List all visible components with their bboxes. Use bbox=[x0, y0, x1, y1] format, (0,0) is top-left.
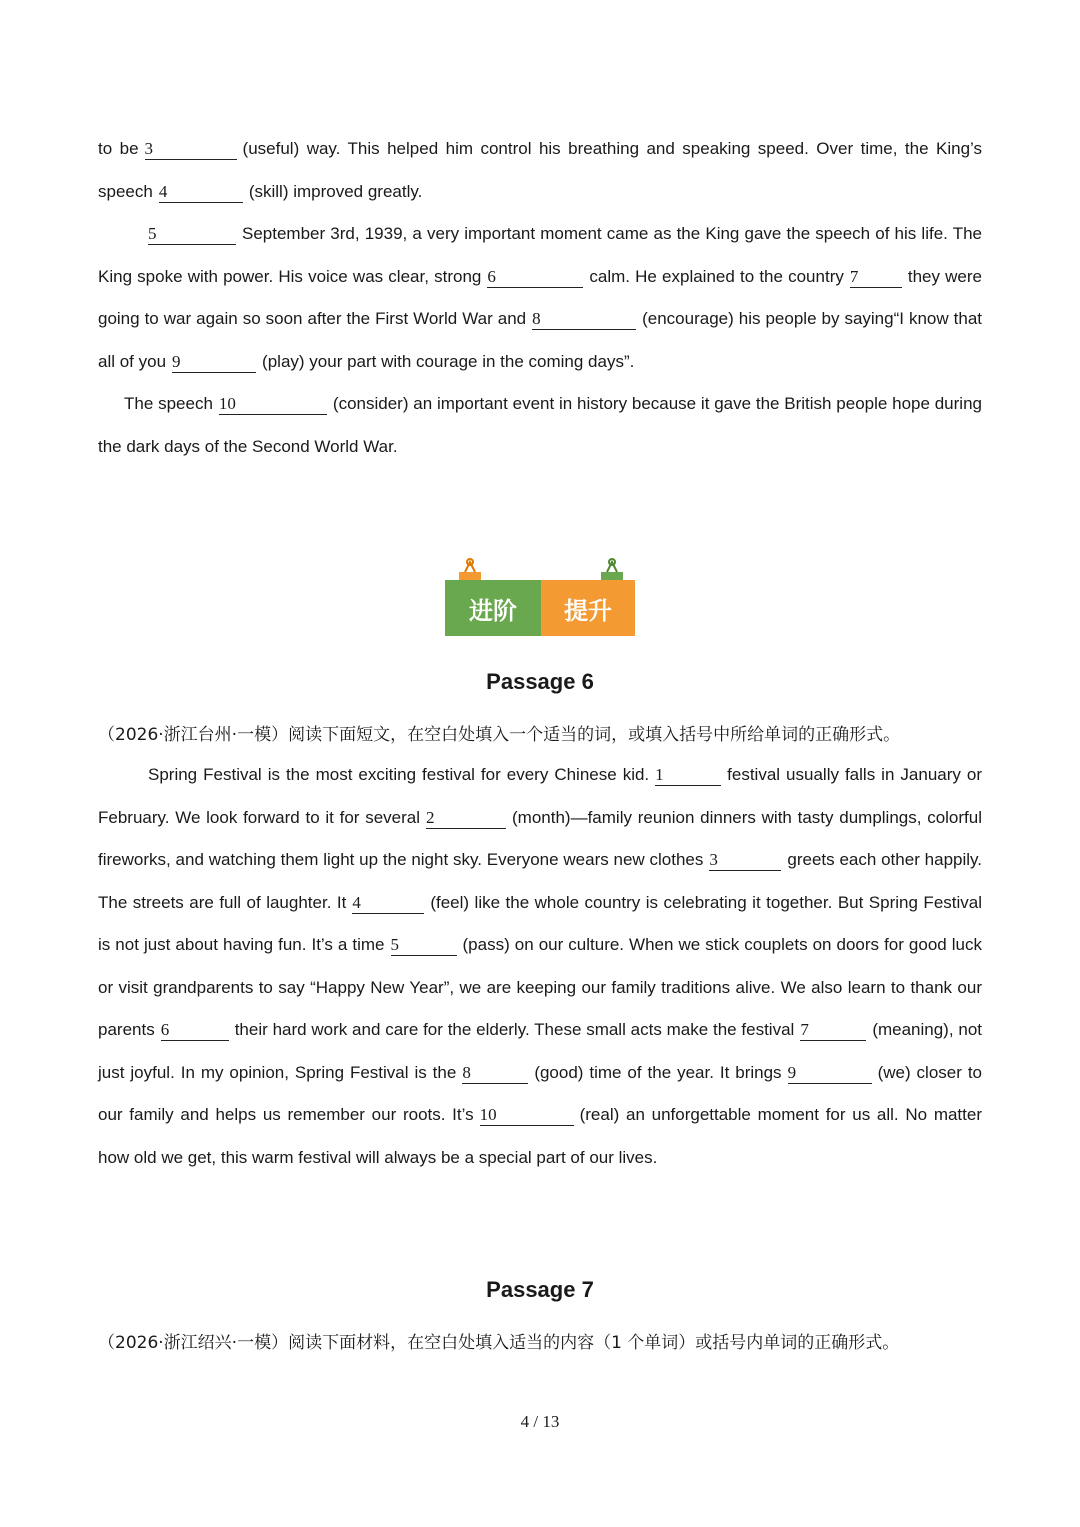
text: (good) time of the year. It brings bbox=[534, 1062, 782, 1082]
paragraph bbox=[98, 383, 982, 468]
blank-8[interactable]: 8 bbox=[462, 1063, 528, 1084]
text: (month)—family reunion dinners with tasty dumplings, colorful fireworks, and watching them light up the night sky. Everyone wears new clothes bbox=[98, 807, 982, 869]
blank-4[interactable]: 4 bbox=[352, 893, 424, 914]
blank-8[interactable]: 8 bbox=[532, 309, 636, 330]
blank-4[interactable]: 4 bbox=[159, 182, 243, 203]
text: (feel) like the whole country is celebrating it together. But Spring Festival is not just about having fun. It’s a time bbox=[98, 892, 983, 954]
text: calm. He explained to the country bbox=[589, 266, 844, 286]
blank-10[interactable]: 10 bbox=[219, 394, 327, 415]
paragraph bbox=[98, 754, 982, 1179]
text: (play) your part with courage in the coming days”. bbox=[262, 351, 635, 371]
text: (skill) improved greatly. bbox=[248, 181, 423, 201]
text: September 3rd, 1939, a very important moment came as the King gave the speech of his life. The King spoke with power. His voice was clear, strong bbox=[98, 224, 982, 286]
blank-7[interactable]: 7 bbox=[850, 267, 902, 288]
text: they were going to war again so soon after the First World War and bbox=[98, 266, 983, 328]
text: to be bbox=[98, 139, 139, 158]
passage-6-title: Passage 6 bbox=[486, 669, 594, 694]
badge-left-text: 进阶 bbox=[445, 580, 541, 636]
blank-5[interactable]: 5 bbox=[148, 224, 236, 245]
blank-3[interactable]: 3 bbox=[709, 850, 781, 871]
blank-9[interactable]: 9 bbox=[788, 1063, 872, 1084]
text: (pass) on our culture. When we stick couplets on doors for good luck or visit grandparents to say “Happy New Year”, we are keeping our family traditions alive. We also learn to thank our parents bbox=[98, 935, 982, 1039]
text: (consider) an important event in history because it gave the British people hope during the dark days of the Second World War. bbox=[98, 394, 982, 456]
blank-1[interactable]: 1 bbox=[655, 765, 721, 786]
advanced-badge bbox=[445, 558, 637, 638]
passage-6-body bbox=[98, 754, 982, 1179]
page-number: 4 / 13 bbox=[520, 1412, 560, 1431]
text: festival usually falls in January or February. We look forward to it for several bbox=[98, 765, 982, 827]
text: (meaning), not just joyful. In my opinion, Spring Festival is the bbox=[98, 1020, 982, 1082]
blank-10[interactable]: 10 bbox=[480, 1105, 574, 1126]
text: (we) closer to our family and helps us remember our roots. It’s bbox=[98, 1062, 982, 1124]
blank-5[interactable]: 5 bbox=[391, 935, 457, 956]
text: (real) an unforgettable moment for us all. No matter how old we get, this warm festival will always be a special part of our lives. bbox=[98, 1105, 982, 1167]
passage-6-instruction: （2026·浙江台州·一模）阅读下面短文，在空白处填入一个适当的词，或填入括号中所给单词的正确形式。 bbox=[98, 725, 901, 745]
blank-7[interactable]: 7 bbox=[800, 1020, 866, 1041]
badge-body bbox=[445, 580, 635, 636]
blank-2[interactable]: 2 bbox=[426, 808, 506, 829]
blank-6[interactable]: 6 bbox=[487, 267, 583, 288]
paragraph bbox=[98, 128, 982, 213]
blank-9[interactable]: 9 bbox=[172, 352, 256, 373]
text: greets each other happily. The streets are full of laughter. It bbox=[98, 850, 982, 912]
text: The speech bbox=[124, 394, 213, 413]
text: Spring Festival is the most exciting festival for every Chinese kid. bbox=[148, 765, 650, 784]
paragraph bbox=[98, 213, 982, 383]
passage-7-instruction: （2026·浙江绍兴·一模）阅读下面材料，在空白处填入适当的内容（1 个单词）或括号内单词的正确形式。 bbox=[98, 1333, 900, 1353]
text: their hard work and care for the elderly. These small acts make the festival bbox=[234, 1020, 795, 1039]
blank-3[interactable]: 3 bbox=[145, 139, 237, 160]
text: (useful) way. This helped him control his breathing and speaking speed. Over time, the King’s speech bbox=[98, 139, 982, 201]
top-passage bbox=[98, 128, 982, 468]
blank-6[interactable]: 6 bbox=[161, 1020, 229, 1041]
text: (encourage) his people by saying“I know that all of you bbox=[98, 309, 982, 371]
passage-7-title: Passage 7 bbox=[486, 1277, 594, 1302]
badge-right-text: 提升 bbox=[541, 580, 635, 636]
